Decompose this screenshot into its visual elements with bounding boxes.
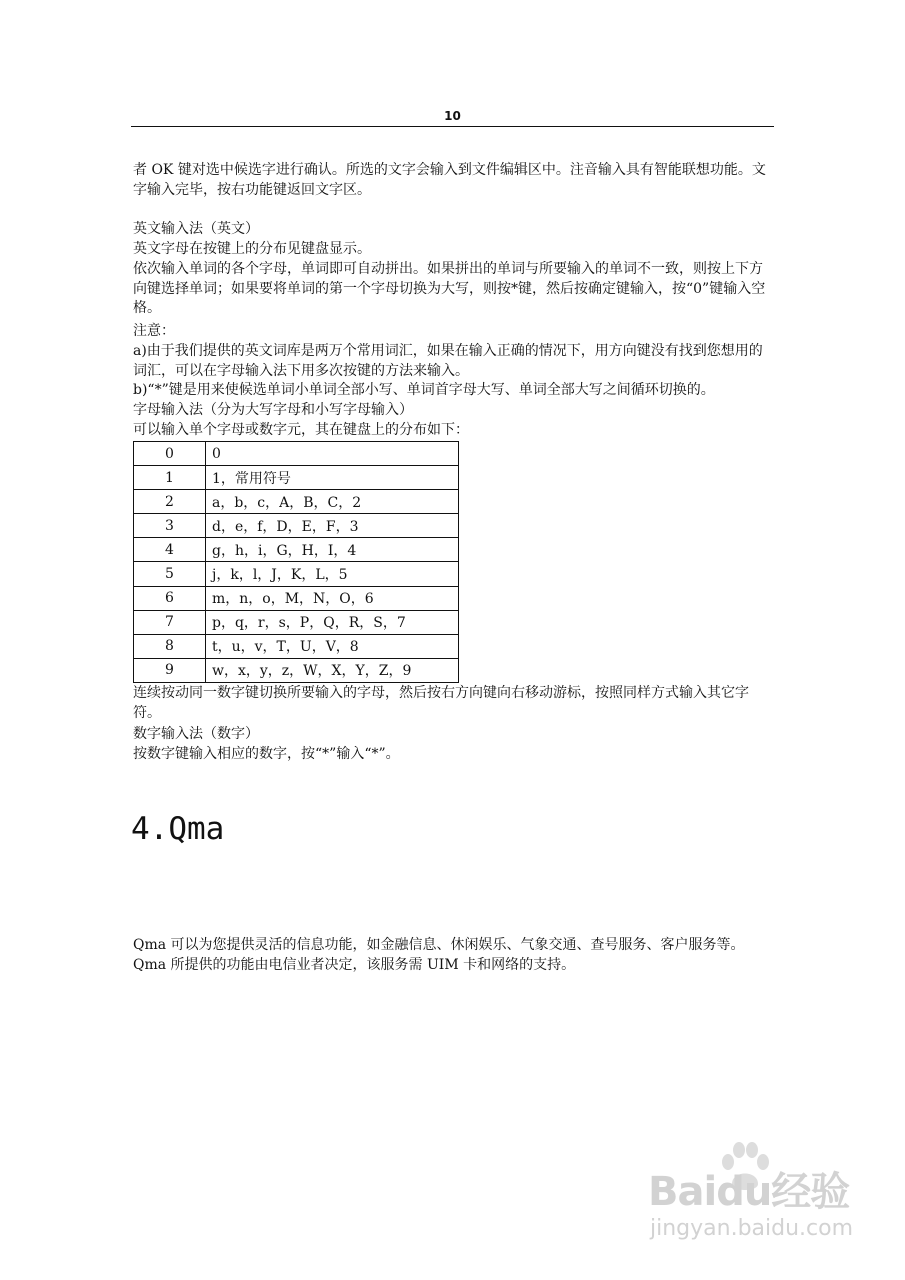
table-key-cell: 8 <box>134 634 206 658</box>
section-heading-qma: 4.Qma <box>131 811 225 847</box>
page-number: 10 <box>444 109 461 123</box>
table-key-cell: 9 <box>134 658 206 682</box>
table-key-cell: 1 <box>134 466 206 490</box>
table-row <box>134 466 459 490</box>
table-chars-cell: w，x，y，z，W，X，Y，Z，9 <box>206 658 459 682</box>
table-row <box>134 586 459 610</box>
table-row <box>134 634 459 658</box>
continuation-paragraph: 者 OK 键对选中候选字进行确认。所选的文字会输入到文件编辑区中。注音输入具有智能联想功能。文字输入完毕，按右功能键返回文字区。 <box>133 162 766 198</box>
table-row <box>134 442 459 466</box>
note-label: 注意： <box>133 323 175 339</box>
table-row <box>134 538 459 562</box>
after-table-paragraph: 连续按动同一数字键切换所要输入的字母，然后按右方向键向右移动游标，按照同样方式输入其它字符。 <box>133 685 749 721</box>
table-row <box>134 610 459 634</box>
baidu-watermark <box>640 1140 880 1250</box>
table-row <box>134 658 459 682</box>
table-chars-cell: a，b，c，A，B，C，2 <box>206 490 459 514</box>
key-character-table <box>133 441 459 683</box>
table-chars-cell: p，q，r，s，P，Q，R，S，7 <box>206 610 459 634</box>
english-input-line-2: 依次输入单词的各个字母，单词即可自动拼出。如果拼出的单词与所要输入的单词不一致，则按上下方向键选择单词；如果要将单词的第一个字母切换为大写，则按*键，然后按确定键输入，按“0”键输入空格。 <box>133 261 766 316</box>
table-chars-cell: j，k，l，J，K，L，5 <box>206 562 459 586</box>
table-chars-cell: m，n，o，M，N，O，6 <box>206 586 459 610</box>
table-key-cell: 6 <box>134 586 206 610</box>
table-chars-cell: t，u，v，T，U，V，8 <box>206 634 459 658</box>
table-chars-cell: d，e，f，D，E，F，3 <box>206 514 459 538</box>
english-input-line-1: 英文字母在按键上的分布见键盘显示。 <box>133 241 371 257</box>
table-key-cell: 7 <box>134 610 206 634</box>
english-input-title: 英文输入法（英文） <box>133 221 259 237</box>
note-a: a)由于我们提供的英文词库是两万个常用词汇，如果在输入正确的情况下，用方向键没有找到您想用的词汇，可以在字母输入法下用多次按键的方法来输入。 <box>133 343 763 379</box>
number-input-description: 按数字键输入相应的数字，按“*”输入“*”。 <box>133 746 400 762</box>
note-b: b)“*”键是用来使候选单词小单词全部小写、单词首字母大写、单词全部大写之间循环切换的。 <box>133 382 715 398</box>
number-input-title: 数字输入法（数字） <box>133 726 259 742</box>
letter-input-description: 可以输入单个字母或数字元，其在键盘上的分布如下： <box>133 422 469 438</box>
table-row <box>134 514 459 538</box>
table-key-cell: 2 <box>134 490 206 514</box>
table-chars-cell: 0 <box>206 442 459 466</box>
table-row <box>134 490 459 514</box>
table-row <box>134 562 459 586</box>
table-key-cell: 5 <box>134 562 206 586</box>
table-key-cell: 0 <box>134 442 206 466</box>
watermark-logo-text: Baidu经验 <box>648 1169 850 1215</box>
table-key-cell: 4 <box>134 538 206 562</box>
letter-input-title: 字母输入法（分为大写字母和小写字母输入） <box>133 402 413 418</box>
table-key-cell: 3 <box>134 514 206 538</box>
table-chars-cell: g，h，i，G，H，I，4 <box>206 538 459 562</box>
watermark-url: jingyan.baidu.com <box>650 1216 854 1241</box>
qma-description: Qma 可以为您提供灵活的信息功能，如金融信息、休闲娱乐、气象交通、查号服务、客户服务等。Qma 所提供的功能由电信业者决定，该服务需 UIM 卡和网络的支持。 <box>133 937 745 973</box>
header-rule <box>131 126 774 127</box>
table-chars-cell: 1，常用符号 <box>206 466 459 490</box>
